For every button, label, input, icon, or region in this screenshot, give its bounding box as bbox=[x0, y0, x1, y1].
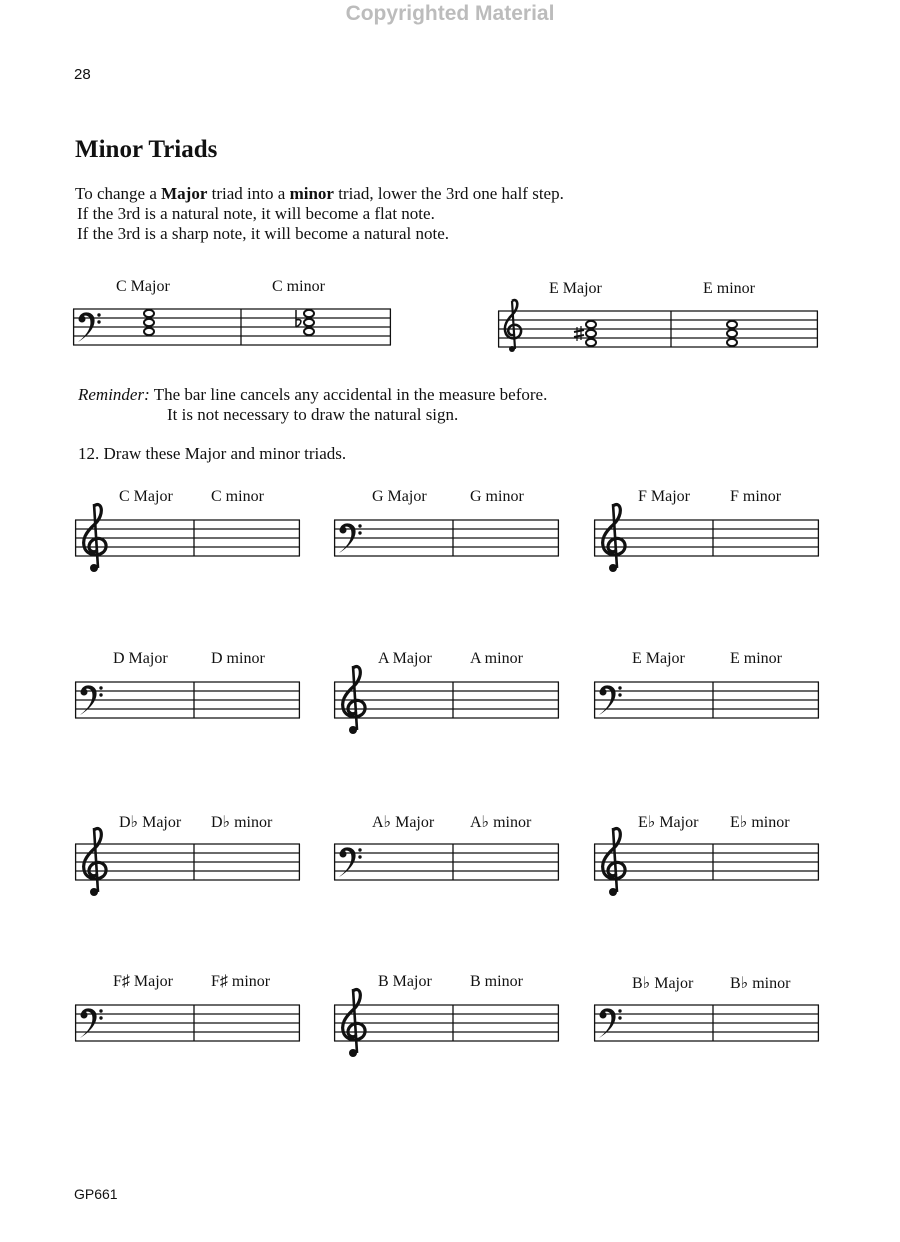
exercise-staff[interactable] bbox=[334, 1001, 559, 1061]
example-label-e-minor: E minor bbox=[703, 280, 755, 297]
exercise-staff[interactable] bbox=[594, 840, 819, 900]
staff-label-minor: G minor bbox=[470, 488, 524, 505]
staff-label-minor: D minor bbox=[211, 650, 265, 667]
exercise-staff[interactable] bbox=[334, 840, 559, 900]
exercise-staff[interactable] bbox=[594, 1001, 819, 1061]
example-staff-c bbox=[73, 305, 393, 353]
reminder-line-1: Reminder: The bar line cancels any accidental in the measure before. bbox=[78, 385, 548, 404]
staff-label-minor: B minor bbox=[470, 973, 523, 990]
intro-line-2: If the 3rd is a natural note, it will become a flat note. bbox=[77, 204, 435, 223]
staff-label-major: D Major bbox=[113, 650, 168, 667]
page-number: 28 bbox=[74, 66, 91, 83]
e-major-chord-notes bbox=[586, 321, 596, 346]
c-minor-chord-notes bbox=[304, 310, 314, 335]
staff-label-major: A Major bbox=[378, 650, 432, 667]
staff-label-minor: F minor bbox=[730, 488, 782, 505]
staff-label-minor: E♭ minor bbox=[730, 814, 790, 831]
staff-label-major: C Major bbox=[119, 488, 173, 505]
watermark: Copyrighted Material bbox=[345, 2, 555, 25]
staff-label-minor: B♭ minor bbox=[730, 975, 791, 992]
exercise-heading: 12. Draw these Major and minor triads. bbox=[78, 444, 347, 463]
exercise-staff[interactable] bbox=[75, 840, 300, 900]
staff-label-major: A♭ Major bbox=[372, 814, 435, 831]
staff-label-major: F Major bbox=[638, 488, 690, 505]
example-staff-e bbox=[498, 307, 820, 355]
staff-label-minor: A♭ minor bbox=[470, 814, 532, 831]
staff-label-minor: E minor bbox=[730, 650, 782, 667]
staff-label-major: B Major bbox=[378, 973, 432, 990]
reminder-line-2: It is not necessary to draw the natural sign. bbox=[167, 405, 459, 424]
exercise-staff[interactable] bbox=[594, 678, 819, 738]
treble-clef-icon bbox=[505, 300, 521, 352]
staff-label-major: B♭ Major bbox=[632, 975, 694, 992]
staff-label-minor: D♭ minor bbox=[211, 814, 273, 831]
staff-label-major: E♭ Major bbox=[638, 814, 699, 831]
example-label-c-major: C Major bbox=[116, 278, 170, 295]
exercise-staff[interactable] bbox=[75, 1001, 300, 1061]
sharp-icon bbox=[574, 326, 584, 341]
staff-label-major: D♭ Major bbox=[119, 814, 182, 831]
exercise-staff[interactable] bbox=[334, 516, 559, 576]
staff-label-major: G Major bbox=[372, 488, 427, 505]
c-major-chord-notes bbox=[144, 310, 154, 335]
exercise-staff[interactable] bbox=[594, 516, 819, 576]
example-label-c-minor: C minor bbox=[272, 278, 325, 295]
intro-line-1: To change a Major triad into a minor triad, lower the 3rd one half step. bbox=[75, 184, 564, 203]
page-title: Minor Triads bbox=[75, 136, 218, 163]
exercise-staff[interactable] bbox=[75, 516, 300, 576]
footer-code: GP661 bbox=[74, 1186, 118, 1202]
example-label-e-major: E Major bbox=[549, 280, 602, 297]
exercise-staff[interactable] bbox=[75, 678, 300, 738]
e-minor-chord-notes bbox=[727, 321, 737, 346]
staff-label-minor: C minor bbox=[211, 488, 264, 505]
exercise-staff[interactable] bbox=[334, 678, 559, 738]
intro-line-3: If the 3rd is a sharp note, it will become a natural note. bbox=[77, 224, 449, 243]
staff-label-major: E Major bbox=[632, 650, 685, 667]
staff-label-minor: A minor bbox=[470, 650, 523, 667]
staff-label-major: F♯ Major bbox=[113, 973, 173, 990]
staff-label-minor: F♯ minor bbox=[211, 973, 271, 990]
